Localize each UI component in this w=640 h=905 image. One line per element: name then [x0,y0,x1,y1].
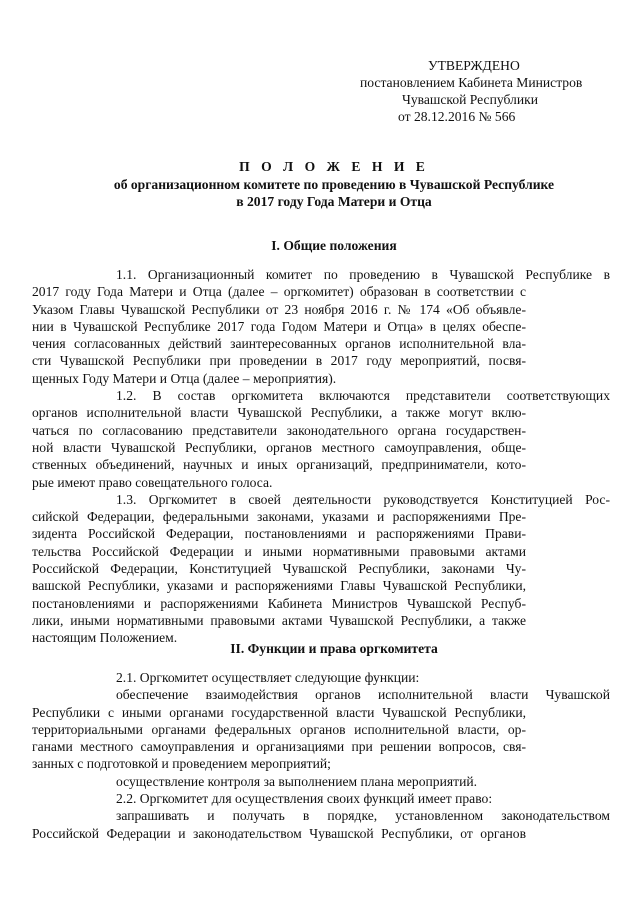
text-line: постановлениями и распоряжениями Кабинета Министров Чувашской Респуб- [32,595,526,611]
text-line: 2017 году Года Матери и Отца (далее – оргкомитет) образован в соответствии с [32,284,526,300]
text-line: вашской Республики, указами и распоряжениями Главы Чувашской Республики, [32,578,526,594]
approval-republic: Чувашской Республики [402,92,538,107]
text-line: осуществление контроля за выполнением плана мероприятий. [116,773,478,789]
text-line: 1.2. В состав оргкомитета включаются представители соответствующих [116,388,610,404]
text-line: Российской Федерации, Конституцией Чувашской Республики, законами Чу- [32,561,526,577]
text-line: обеспечение взаимодействия органов исполнительной власти Чувашской [116,687,610,703]
text-line: ственных объединений, научных и иных организаций, предприниматели, кото- [32,457,526,473]
text-line: ной власти Чувашской Республики, органов местного самоуправления, обще- [32,439,526,455]
text-line: чаться по согласованию представители законодательного органа государствен- [32,422,526,438]
text-line: настоящим Положением. [32,630,178,646]
text-line: 1.1. Организационный комитет по проведению в Чувашской Республике в [116,267,610,282]
title-line-1: об организационном комитете по проведению в Чувашской Республике [113,176,555,192]
text-line: чения согласованных действий заинтересованных органов исполнительной вла- [32,336,526,352]
section-2-heading: II. Функции и права оргкомитета [230,641,438,656]
text-line: зидента Российской Федерации, постановлениями и распоряжениями Прави- [32,526,526,542]
text-line: нии в Чувашской Республике 2017 года Годом Матери и Отца» в целях обеспе- [32,318,526,334]
text-line: лики, иными нормативными правовыми актами Чувашской Республики, а также [32,612,526,628]
text-line: тельства Российской Федерации и иными нормативными правовыми актами [32,543,526,559]
text-line: 1.3. Оргкомитет в своей деятельности руководствуется Конституцией Рос- [116,491,610,507]
text-line: сийской Федерации, федеральными законами, указами и распоряжениями Пре- [32,509,526,525]
approval-stamp [360,57,620,125]
approval-authority: постановлением Кабинета Министров [360,75,583,90]
text-line: рые имеют право совещательного голоса. [32,474,273,490]
text-line: 2.2. Оргкомитет для осуществления своих функций имеет право: [116,791,493,807]
section-1-body [32,266,610,647]
title-heading: П О Л О Ж Е Н И Е [239,159,429,174]
text-line: Указом Главы Чувашской Республики от 23 ноября 2016 г. № 174 «Об объявле- [32,301,526,317]
text-line: 2.1. Оргкомитет осуществляет следующие функции: [116,670,420,685]
text-line: сти Чувашской Республики при проведении в 2017 году мероприятий, посвя- [32,353,526,369]
text-line: занных с подготовкой и проведением мероприятий; [32,756,331,772]
text-line: запрашивать и получать в порядке, установленном законодательством [116,808,610,824]
text-line: Российской Федерации и законодательством Чувашской Республики, от органов [32,825,526,841]
text-line: органов исполнительной власти Чувашской Республики, а также могут вклю- [32,405,526,421]
text-line: ганами местного самоуправления и организациями при решении вопросов, свя- [32,739,526,755]
text-line: щенных Году Матери и Отца (далее – мероприятия). [32,370,337,386]
text-line: Республики с иными органами государственной власти Чувашской Республики, [32,704,526,720]
approval-stamp-title: УТВЕРЖДЕНО [428,58,520,73]
document-title [60,158,608,211]
section-2-body [32,669,610,842]
text-line: территориальными органами федеральных органов исполнительной власти, ор- [32,721,526,737]
title-line-2: в 2017 году Года Матери и Отца [236,194,432,209]
approval-date: от 28.12.2016 № 566 [398,109,516,124]
section-1-heading: I. Общие положения [271,238,397,253]
